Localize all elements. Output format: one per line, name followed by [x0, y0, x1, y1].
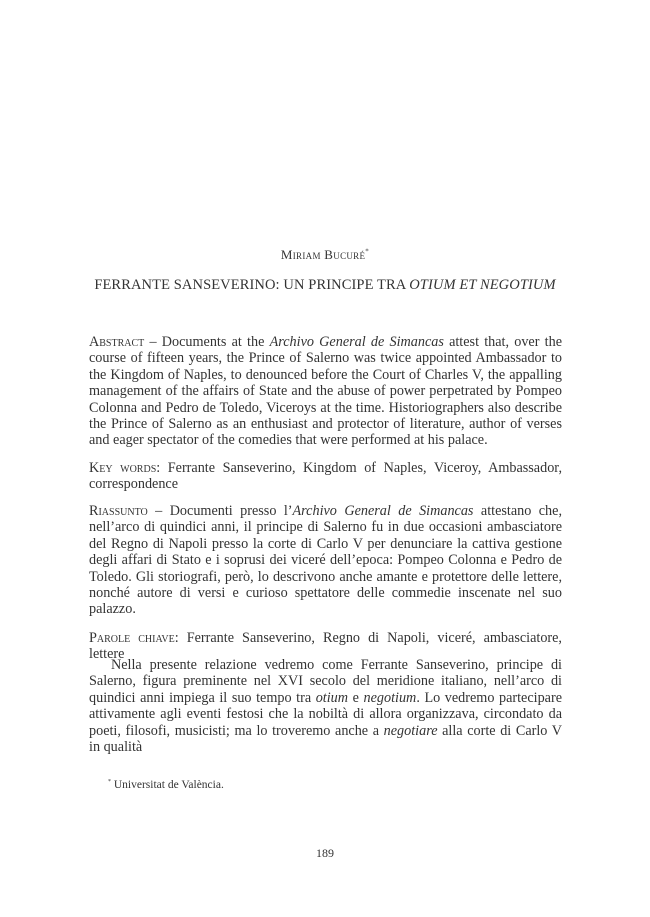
body-text-3: . Lo vedremo partecipare attivamente agli eventi festosi che la nobiltà di allora organizzava, circondato da poeti, filosofi, musicisti; ma lo troveremo anche a	[89, 689, 562, 739]
riassunto-intro: – Documenti presso l’	[147, 503, 293, 519]
author-name	[0, 247, 650, 263]
title-italic: OTIUM ET NEGOTIUM	[409, 277, 556, 293]
title-text: FERRANTE SANSEVERINO: UN PRINCIPE TRA	[94, 277, 410, 293]
footnote-mark: *	[108, 779, 111, 786]
keywords-text: : Ferrante Sanseverino, Kingdom of Naples, Viceroy, Ambassador, correspondence	[89, 460, 562, 493]
body-text-4: alla corte di Carlo V in qualità	[89, 722, 562, 756]
page-number: 189	[316, 846, 334, 860]
footnote-text: Universitat de València.	[113, 779, 224, 791]
riassunto-archive-name: Archivo General de Simancas	[292, 503, 474, 519]
riassunto-paragraph	[89, 503, 562, 618]
abstract-intro: – Documents at the	[144, 334, 270, 350]
parole-chiave-label: Parole chiave	[89, 630, 175, 646]
footnote	[108, 779, 224, 791]
article-title	[0, 277, 650, 294]
keywords-paragraph	[89, 460, 562, 493]
body-italic-negotium: negotium	[363, 689, 417, 706]
body-paragraph	[89, 657, 562, 755]
body-italic-otium: otium	[315, 689, 349, 706]
author-text: Miriam Bucuré	[280, 247, 366, 262]
riassunto-label: Riassunto	[89, 503, 148, 519]
abstract-label: Abstract	[89, 334, 145, 350]
abstract-paragraph	[89, 334, 562, 449]
parole-chiave-text: : Ferrante Sanseverino, Regno di Napoli, viceré, ambasciatore, lettere	[89, 630, 562, 663]
abstract-text: attest that, over the course of fifteen years, the Prince of Salerno was twice appointed Ambassador to the Kingdom of Naples, to denounced before the Court of Charles V, the appalling management of the affairs of State and the abuse of power perpetrated by Pompeo Colonna and Pedro de Toledo, Viceroys at the time. Historiographers also describe the Prince of Salerno as an enthusiast and protector of literature, author of verses and eager spectator of the comedies that were performed at his palace.	[89, 334, 562, 449]
body-text-2: e	[348, 689, 364, 706]
keywords-label: Key words	[89, 460, 157, 476]
riassunto-text: attestano che, nell’arco di quindici anni, il principe di Salerno fu in due occasioni ambasciatore del Regno di Napoli presso la corte di Carlo V per denunciare la cattiva gestione degli affari di Stato e i soprusi dei viceré dell’epoca: Pompeo Colonna e Pedro de Toledo. Gli storiografi, però, lo descrivono anche amante e protettore delle lettere, nonché autore di versi e curioso spettatore delle commedie inscenate nel suo palazzo.	[89, 503, 562, 618]
body-italic-negotiare: negotiare	[383, 722, 438, 739]
author-footnote-mark[interactable]: *	[365, 247, 370, 256]
body-text-1: Nella presente relazione vedremo come Ferrante Sanseverino, principe di Salerno, figura preminente nel XVI secolo del meridione italiano, nell’arco di quindici anni impiega il suo tempo tra	[89, 657, 562, 706]
abstract-archive-name: Archivo General de Simancas	[269, 334, 444, 350]
